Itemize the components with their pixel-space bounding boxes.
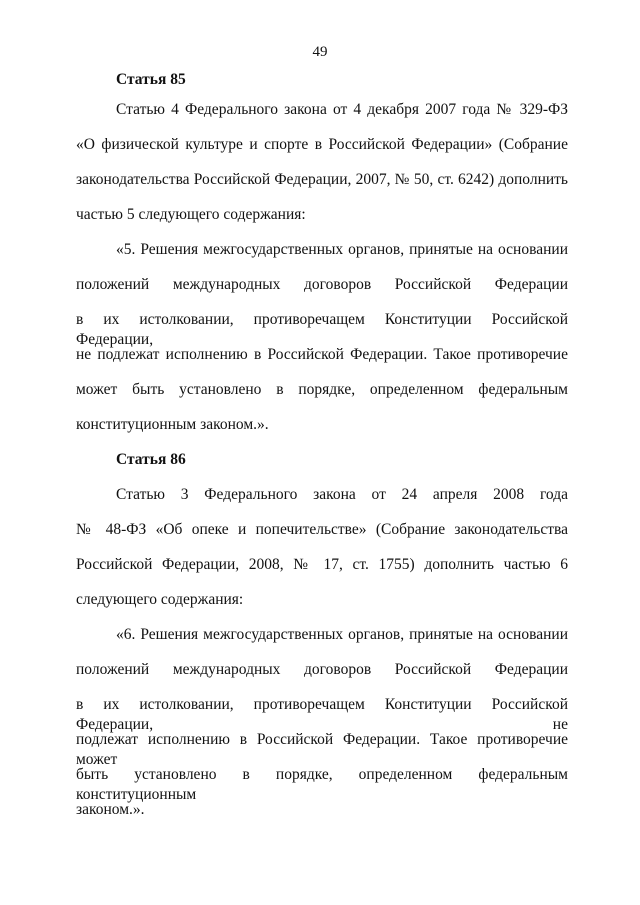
article-85-quote-line: «5. Решения межгосударственных органов, принятые на основании (116, 241, 568, 258)
article-86-quote-line: быть установлено в порядке, определенном федеральным конституционным (76, 766, 568, 803)
article-85-heading: Статья 85 (116, 71, 186, 88)
article-85-quote-line: не подлежат исполнению в Российской Федерации. Такое противоречие (76, 346, 568, 363)
article-86-quote-line: подлежат исполнению в Российской Федерации. Такое противоречие может (76, 731, 568, 768)
article-85-quote-line: положений международных договоров Российской Федерации (76, 276, 568, 293)
article-86-heading: Статья 86 (116, 451, 186, 468)
article-86-text-line: № 48-ФЗ «Об опеке и попечительстве» (Собрание законодательства (76, 521, 568, 538)
article-86-quote-line: «6. Решения межгосударственных органов, принятые на основании (116, 626, 568, 643)
article-86-text-line: Российской Федерации, 2008, № 17, ст. 1755) дополнить частью 6 (76, 556, 568, 573)
article-85-quote-line: конституционным законом.». (76, 416, 269, 433)
article-86-quote-line: законом.». (76, 801, 145, 818)
article-86-quote-line: в их истолковании, противоречащем Конституции Российской Федерации, не (76, 696, 568, 733)
article-85-text-line: частью 5 следующего содержания: (76, 206, 306, 223)
article-85-text-line: законодательства Российской Федерации, 2007, № 50, ст. 6242) дополнить (76, 171, 568, 188)
article-86-text-line: следующего содержания: (76, 591, 244, 608)
article-85-quote-line: может быть установлено в порядке, определенном федеральным (76, 381, 568, 398)
page-number: 49 (312, 44, 328, 60)
article-85-text-line: Статью 4 Федерального закона от 4 декабря 2007 года № 329-ФЗ (116, 101, 568, 118)
article-85-quote-line: в их истолковании, противоречащем Конституции Российской Федерации, (76, 311, 568, 348)
article-86-text-line: Статью 3 Федерального закона от 24 апреля 2008 года (116, 486, 568, 503)
article-85-text-line: «О физической культуре и спорте в Российской Федерации» (Собрание (76, 136, 568, 153)
article-86-quote-line: положений международных договоров Российской Федерации (76, 661, 568, 678)
